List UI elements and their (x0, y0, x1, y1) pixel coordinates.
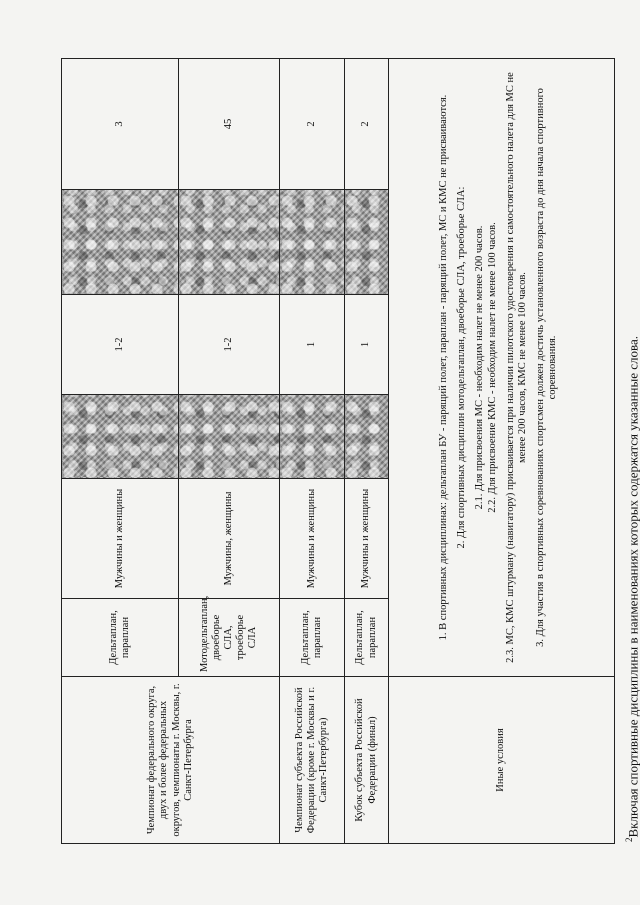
count-cell: 2 (345, 59, 389, 190)
discipline-cell: Дельтаплан, параплан (345, 599, 389, 677)
participants-cell: Мужчины и женщины (62, 479, 179, 599)
table-row (345, 59, 389, 844)
condition-item: 2.1. Для присвоения МС - необходим налет не менее 200 часов. (473, 225, 485, 510)
participants-cell: Мужчины и женщины (345, 479, 389, 599)
sports-ranks-table (61, 58, 615, 844)
footnote (624, 59, 640, 844)
redacted-cell (280, 395, 345, 479)
footnote-marker: 2 (624, 837, 634, 842)
footnote-text: Включая спортивные дисциплины в наименованиях которых содержатся указанные слова. (625, 336, 640, 838)
discipline-cell: Дельтаплан, параплан (62, 599, 179, 677)
other-conditions-label: Иные условия (389, 677, 615, 844)
places-cell: 1-2 (62, 295, 179, 395)
condition-item: 3. Для участия в спортивных соревнованиях спортсмен должен достичь установленного возраста до дня начала спортивного соревнования. (535, 88, 559, 647)
redacted-cell (280, 190, 345, 295)
event-name-cell: Чемпионат субъекта Российской Федерации (кроме г. Москвы и г. Санкт-Петербурга) (280, 677, 345, 844)
discipline-cell: Мотодельтаплан, двоеборье СЛА, троеборье СЛА (179, 599, 280, 677)
participants-cell: Мужчины и женщины (280, 479, 345, 599)
condition-item: 2.3. МС, КМС штурману (навигатору) присваивается при наличии пилотского удостоверения и самостоятельного налета для МС не менее 200 часов, КМС не менее 100 часов. (505, 72, 529, 663)
count-cell: 3 (62, 59, 179, 190)
condition-item: 2.2. Для присвоение КМС - необходим налет не менее 100 часов. (486, 222, 498, 513)
event-name-cell: Кубок субъекта Российской Федерации (финал) (345, 677, 389, 844)
table-row (389, 59, 615, 844)
event-name-cell: Чемпионат федерального округа, двух и более федеральных округов, чемпионаты г. Москвы, г. Санкт-Петербурга (62, 677, 280, 844)
redacted-cell (179, 190, 280, 295)
discipline-cell: Дельтаплан, параплан (280, 599, 345, 677)
participants-cell: Мужчины, женщины (179, 479, 280, 599)
redacted-cell (62, 190, 179, 295)
places-cell: 1 (345, 295, 389, 395)
count-cell: 45 (179, 59, 280, 190)
other-conditions-text (389, 59, 615, 677)
redacted-cell (62, 395, 179, 479)
places-cell: 1-2 (179, 295, 280, 395)
table-row (280, 59, 345, 844)
redacted-cell (345, 395, 389, 479)
table-row (62, 59, 179, 844)
condition-item: 2. Для спортивных дисциплин мотодельтаплан, двоеборье СЛА, троеборье СЛА: (455, 186, 467, 549)
count-cell: 2 (280, 59, 345, 190)
redacted-cell (345, 190, 389, 295)
rotated-document (61, 59, 640, 844)
redacted-cell (179, 395, 280, 479)
places-cell: 1 (280, 295, 345, 395)
condition-item: 1. В спортивных дисциплинах: дельтаплан БУ - парящий полет, параплан - парящий полет, МС и КМС не присваиваются. (437, 94, 449, 641)
